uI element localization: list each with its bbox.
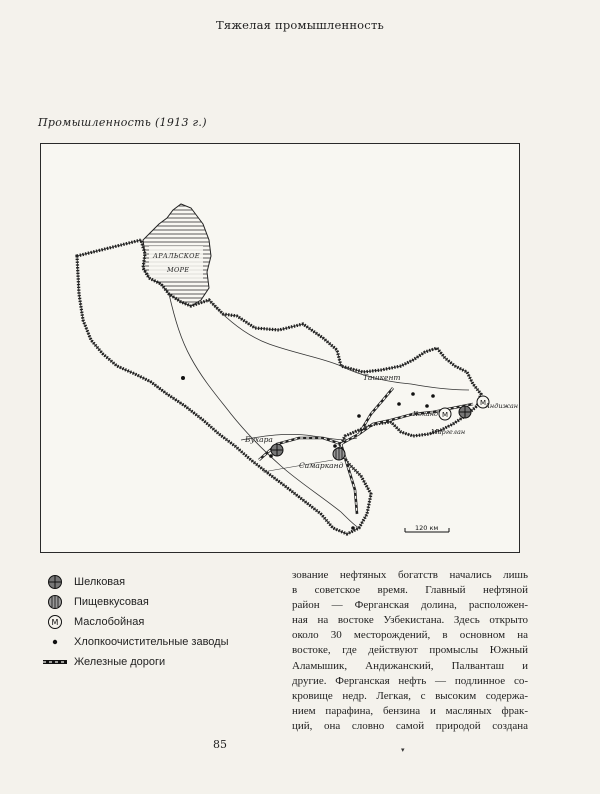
industry-map [40, 143, 520, 553]
body-line: в советское время. Главный нефтяной [292, 584, 528, 597]
legend-item-oil-mill [40, 612, 280, 632]
syr-darya-river [209, 300, 469, 390]
map-legend [40, 572, 280, 672]
border-outline [77, 240, 481, 534]
railway-line [259, 388, 473, 514]
silk-symbol-icon [40, 573, 70, 591]
oil-mill-symbol-icon [40, 613, 70, 631]
body-line: кровище недр. Легкая, с высоким содержа- [292, 689, 528, 702]
map-caption: Промышленность (1913 г.) [38, 116, 207, 129]
body-line: ций, она словно самой природой создана [292, 719, 528, 732]
legend-item-food [40, 592, 280, 612]
body-line: ная на востоке Узбекистана. Здесь открыто [292, 614, 528, 627]
body-line: около 30 месторождений, в основном на [292, 629, 528, 642]
body-line: Аламышик, Андижанский, Палванташ и [292, 659, 528, 672]
tashkent-label: Ташкент [363, 373, 401, 382]
kokand-label: Коканд [413, 410, 439, 418]
page-number: 85 [213, 738, 227, 751]
scale-bar [405, 524, 449, 532]
oil-mill-glyph: М [51, 618, 59, 627]
railway-symbol-icon [40, 653, 70, 671]
andijan-label: Андижан [485, 402, 519, 410]
running-title: Тяжелая промышленность [216, 18, 384, 32]
body-line: нием парафина, бензина и масляных фрак- [292, 704, 528, 717]
svg-text:М: М [479, 399, 487, 407]
bukhara-label: Бухара [245, 435, 273, 444]
legend-item-silk [40, 572, 280, 592]
body-line: зование нефтяных богатств начались лишь [292, 569, 528, 581]
margilan-label: Маргелан [431, 428, 466, 436]
body-text [292, 568, 528, 734]
food-factory-symbols [333, 448, 345, 460]
body-line: другие. Ферганская нефть — подлинное со- [292, 674, 528, 687]
legend-label-oil-mill: Маслобойная [74, 616, 145, 628]
legend-item-cotton-gin [40, 632, 280, 652]
map-drawing [41, 144, 521, 554]
aral-sea-label-2: МОРЕ [167, 266, 190, 274]
body-line: район — Ферганская долина, расположен- [292, 599, 528, 612]
svg-text:М: М [441, 411, 449, 419]
legend-label-cotton-gin: Хлопкоочистительные заводы [74, 636, 229, 648]
samarkand-label: Самарканд [299, 461, 344, 470]
legend-label-food: Пищевкусовая [74, 596, 149, 608]
legend-item-railway [40, 652, 280, 672]
scale-label: 120 км [415, 524, 439, 532]
food-symbol-icon [40, 593, 70, 611]
legend-label-silk: Шелковая [74, 576, 126, 588]
legend-label-railway: Железные дороги [74, 656, 166, 668]
aral-sea-label-1: АРАЛЬСКОЕ [153, 252, 200, 260]
print-speck: ▾ [401, 746, 405, 754]
dot-symbol-icon [40, 633, 70, 651]
body-line: востоке, где действуют промыслы Южный [292, 644, 528, 657]
